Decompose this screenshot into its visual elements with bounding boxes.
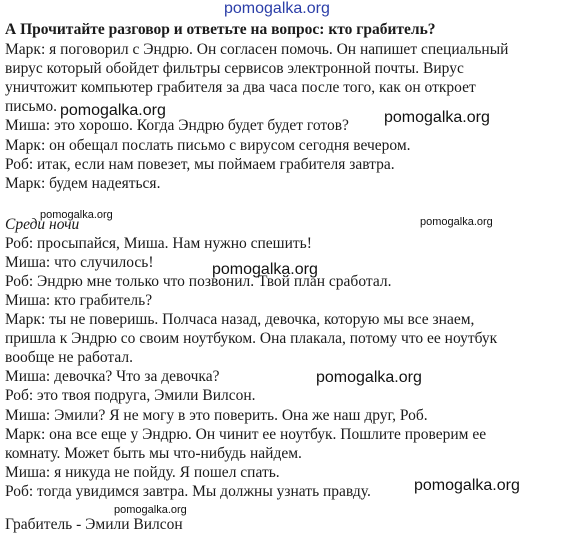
text-line: уничтожит компьютер грабителя за два часа после того, как он откроет — [5, 79, 476, 96]
watermark: pomogalka.org — [316, 369, 422, 386]
task-heading: А Прочитайте разговор и ответьте на вопрос: кто грабитель? — [5, 21, 436, 38]
text-line: Марк: она все еще у Эндрю. Он чинит ее ноутбук. Пошлите проверим ее — [5, 426, 487, 443]
watermark: pomogalka.org — [420, 216, 493, 228]
text-line: Марк: ты не поверишь. Полчаса назад, девочка, которую мы все знаем, — [5, 311, 475, 328]
text-line: письмо. — [5, 98, 57, 115]
watermark: pomogalka.org — [40, 209, 113, 221]
text-line: Миша: девочка? Что за девочка? — [5, 368, 220, 385]
text-line: Миша: кто грабитель? — [5, 292, 153, 309]
text-line: Роб: это твоя подруга, Эмили Вилсон. — [5, 387, 256, 404]
text-line: Роб: тогда увидимся завтра. Мы должны узнать правду. — [5, 483, 371, 500]
text-line: вирус который обойдет фильтры сервисов электронной почты. Вирус — [5, 60, 464, 77]
text-line: Марк: я поговорил с Эндрю. Он согласен помочь. Он напишет специальный — [5, 41, 509, 58]
watermark-top: pomogalka.org — [224, 0, 330, 17]
text-line: Миша: это хорошо. Когда Эндрю будет будет готов? — [5, 117, 349, 134]
text-line: Миша: что случилось! — [5, 254, 154, 271]
section-subheading: Среди ночи — [5, 216, 80, 233]
answer-line: Грабитель - Эмили Вилсон — [5, 516, 183, 533]
text-line: Марк: он обещал послать письмо с вирусом сегодня вечером. — [5, 137, 411, 154]
text-line: Миша: я никуда не пойду. Я пошел спать. — [5, 464, 280, 481]
watermark: pomogalka.org — [212, 261, 318, 278]
text-line: вообще не работал. — [5, 349, 133, 366]
text-line: пришла к Эндрю со своим ноутбуком. Она плакала, потому что ее ноутбук — [5, 330, 498, 347]
text-line: Роб: итак, если нам повезет, мы поймаем грабителя завтра. — [5, 156, 395, 173]
text-line: комнату. Может быть мы что-нибудь найдем. — [5, 445, 302, 462]
watermark: pomogalka.org — [60, 102, 166, 119]
text-line: Роб: Эндрю мне только что позвонил. Твой план сработал. — [5, 273, 392, 290]
watermark: pomogalka.org — [414, 477, 520, 494]
watermark: pomogalka.org — [114, 504, 187, 516]
text-line: Миша: Эмили? Я не могу в это поверить. Она же наш друг, Роб. — [5, 407, 428, 424]
text-line: Роб: просыпайся, Миша. Нам нужно спешить! — [5, 235, 312, 252]
watermark: pomogalka.org — [384, 109, 490, 126]
text-line: Марк: будем надеяться. — [5, 175, 161, 192]
